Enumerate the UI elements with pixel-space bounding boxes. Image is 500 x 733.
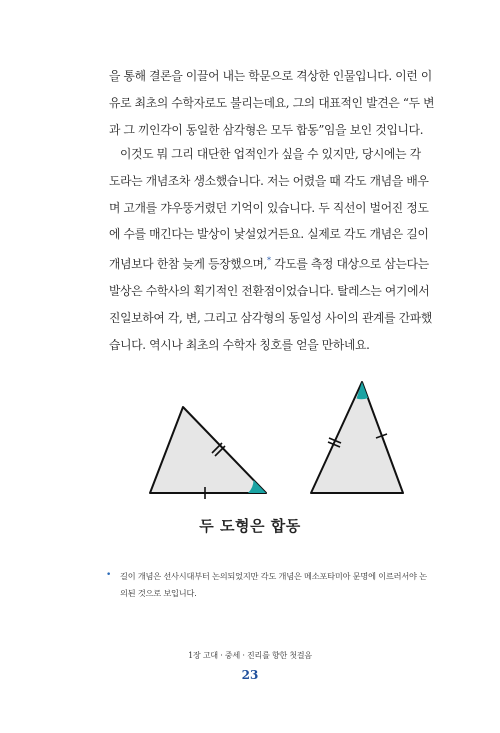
left-triangle <box>150 407 266 499</box>
text-line: 을 통해 결론을 이끌어 내는 학문으로 격상한 인물입니다. 이런 이 <box>109 69 432 83</box>
footnote-marker[interactable]: * <box>267 256 271 266</box>
right-triangle <box>311 382 403 493</box>
text-line <box>109 248 429 278</box>
footnote <box>107 568 437 602</box>
text-line: 이것도 뭐 그리 대단한 업적인가 싶을 수 있지만, 당시에는 각 <box>120 147 421 161</box>
text-segment: 개념보다 한참 늦게 등장했으며, <box>109 257 268 272</box>
text-line: 도라는 개념조차 생소했습니다. 저는 어렸을 때 각도 개념을 배우 <box>109 173 429 188</box>
text-segment: 각도를 측정 대상으로 삼는다는 <box>270 257 429 272</box>
text-line: 에 수를 매긴다는 발상이 낯설었거든요. 실제로 각도 개념은 길이 <box>109 227 429 242</box>
footnote-line: 길이 개념은 선사시대부터 논의되었지만 각도 개념은 메소포타미아 문명에 이르러서야 논 <box>120 571 427 581</box>
text-line: 유로 최초의 수학자로도 불리는데요, 그의 대표적인 발견은 “두 변 <box>109 95 435 110</box>
text-line: 진일보하여 각, 변, 그리고 삼각형의 동일성 사이의 관계를 간파했 <box>109 310 432 325</box>
paragraph-2 <box>109 141 432 358</box>
text-line: 과 그 끼인각이 동일한 삼각형은 모두 합동”임을 보인 것입니다. <box>109 122 424 137</box>
text-line: 발상은 수학사의 획기적인 전환점이었습니다. 탈레스는 여기에서 <box>109 283 430 298</box>
text-line: 며 고개를 갸우뚱거렸던 기억이 있습니다. 두 직선이 벌어진 정도 <box>109 200 429 215</box>
chapter-title: 1장 고대 · 중세 · 진리를 향한 첫걸음 <box>188 651 312 660</box>
page-number: 23 <box>241 668 259 682</box>
text-line: 습니다. 역시나 최초의 수학자 칭호를 얻을 만하네요. <box>109 337 370 352</box>
congruent-triangles-figure <box>0 370 500 510</box>
paragraph-1 <box>109 63 435 143</box>
figure-caption: 두 도형은 합동 <box>199 517 301 535</box>
footnote-bullet: • <box>106 570 112 580</box>
footnote-line: 의된 것으로 보입니다. <box>120 588 197 598</box>
